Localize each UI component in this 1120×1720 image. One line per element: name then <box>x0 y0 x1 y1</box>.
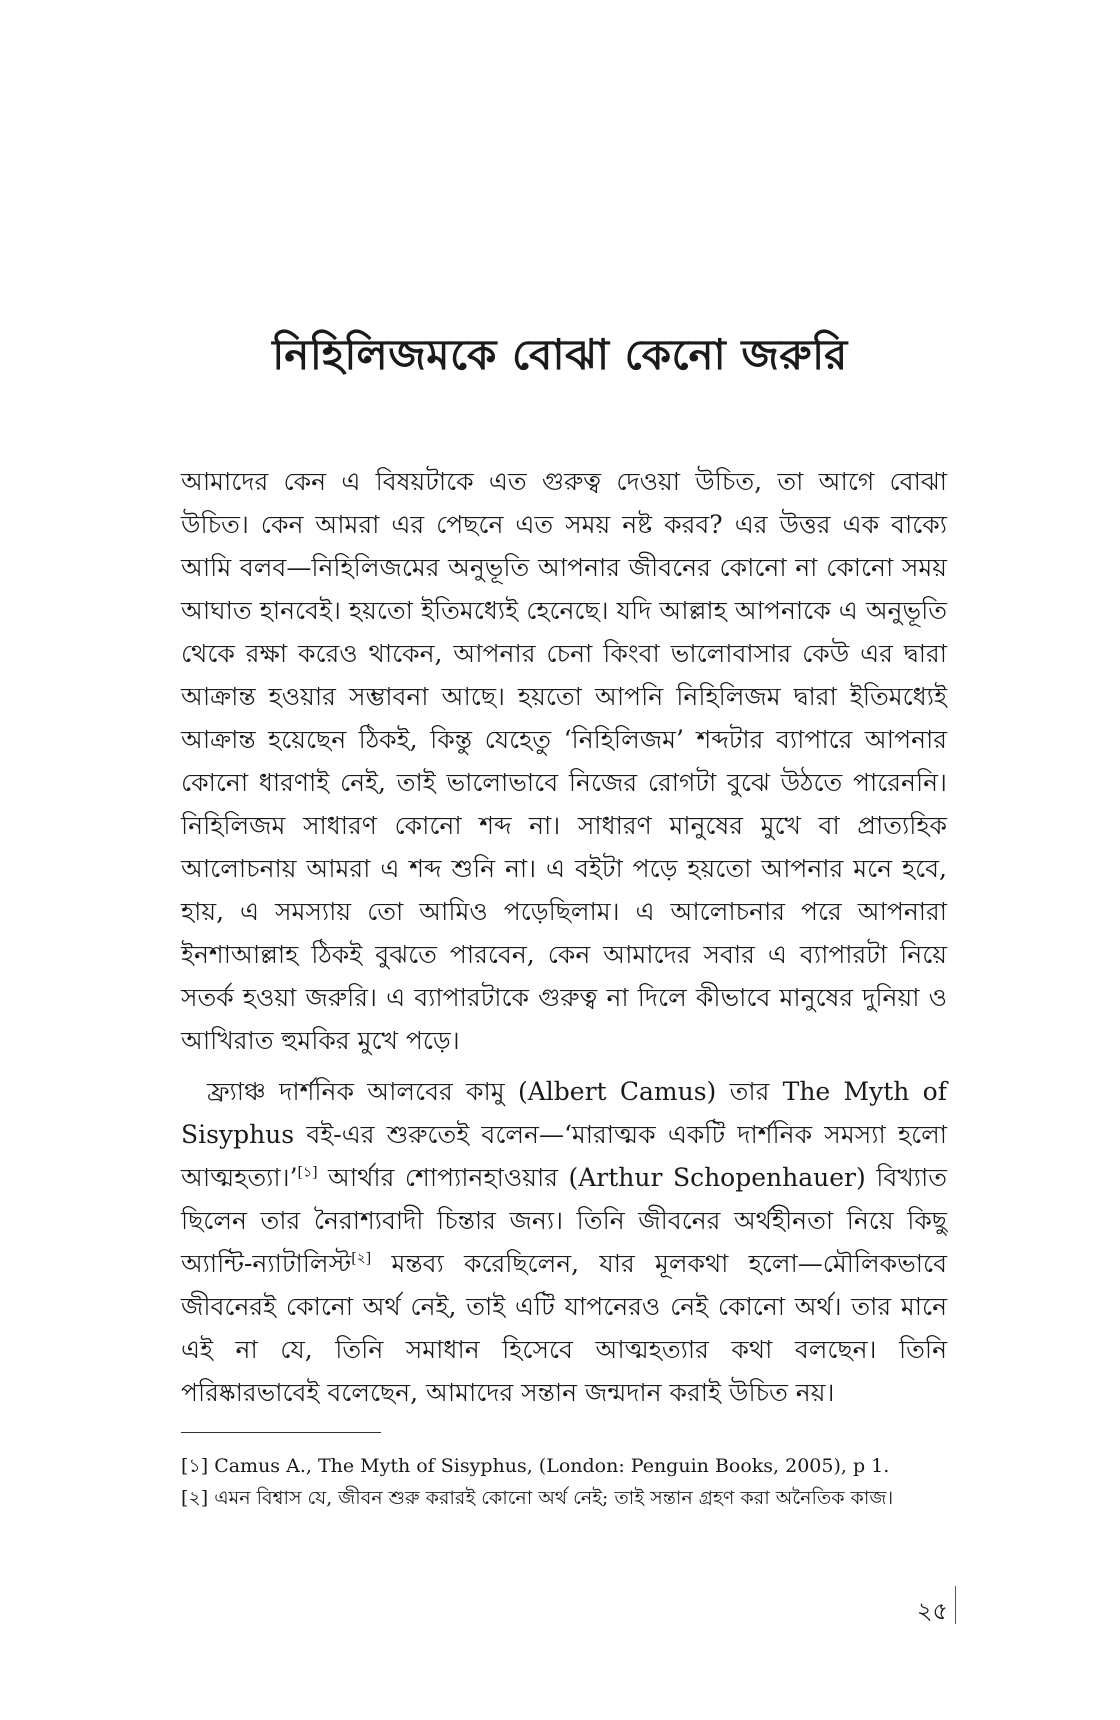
footnotes <box>181 1450 947 1514</box>
footnote-divider <box>181 1432 381 1433</box>
footnote-ref-2: [২] <box>351 1250 372 1267</box>
page-number-bar <box>955 1586 956 1624</box>
chapter-title: নিহিলিজমকে বোঝা কেনো জরুরি <box>272 330 848 379</box>
footnote-2: [২] এমন বিশ্বাস যে, জীবন শুরু করারই কোনো অর্থ নেই; তাই সন্তান গ্রহণ করা অনৈতিক কাজ। <box>181 1487 894 1509</box>
page-number: ২৫ <box>916 1597 948 1625</box>
paragraph-2-part-1: ফ্র্যাঞ্চ দার্শনিক আলবের কামু (Albert Camus) তার The Myth of Sisyphus বই-এর শুরুতেই বলেন—‘মারাত্মক একটি দার্শনিক সমস্যা হলো আত্মহত্যা।’ <box>181 1077 947 1192</box>
footnote-1: [১] Camus A., The Myth of Sisyphus, (London: Penguin Books, 2005), p 1. <box>181 1455 890 1477</box>
paragraph-1: আমাদের কেন এ বিষয়টাকে এত গুরুত্ব দেওয়া উচিত, তা আগে বোঝা উচিত। কেন আমরা এর পেছনে এত সময় নষ্ট করব? এর উত্তর এক বাক্যে আমি বলব—নিহিলিজমের অনুভূতি আপনার জীবনের কোনো না কোনো সময় আঘাত হানবেই। হয়তো ইতিমধ্যেই হেনেছে। যদি আল্লাহ আপনাকে এ অনুভূতি থেকে রক্ষা করেও থাকেন, আপনার চেনা কিংবা ভালোবাসার কেউ এর দ্বারা আক্রান্ত হওয়ার সম্ভাবনা আছে। হয়তো আপনি নিহিলিজম দ্বারা ইতিমধ্যেই আক্রান্ত হয়েছেন ঠিকই, কিন্তু যেহেতু ‘নিহিলিজম’ শব্দটার ব্যাপারে আপনার কোনো ধারণাই নেই, তাই ভালোভাবে নিজের রোগটা বুঝে উঠতে পারেননি। নিহিলিজম সাধারণ কোনো শব্দ না। সাধারণ মানুষের মুখে বা প্রাত্যহিক আলোচনায় আমরা এ শব্দ শুনি না। এ বইটা পড়ে হয়তো আপনার মনে হবে, হায়, এ সমস্যায় তো আমিও পড়েছিলাম। এ আলোচনার পরে আপনারা ইনশাআল্লাহ ঠিকই বুঝতে পারবেন, কেন আমাদের সবার এ ব্যাপারটা নিয়ে সতর্ক হওয়া জরুরি। এ ব্যাপারটাকে গুরুত্ব না দিলে কীভাবে মানুষের দুনিয়া ও আখিরাত হুমকির মুখে পড়ে। <box>181 467 947 1055</box>
body-text <box>181 460 947 1414</box>
paragraph-2 <box>181 1070 947 1414</box>
paragraph-2-part-3: মন্তব্য করেছিলেন, যার মূলকথা হলো—মৌলিকভাবে জীবনেরই কোনো অর্থ নেই, তাই এটি যাপনেরও নেই কোনো অর্থ। তার মানে এই না যে, তিনি সমাধান হিসেবে আত্মহত্যার কথা বলছেন। তিনি পরিষ্কারভাবেই বলেছেন, আমাদের সন্তান জন্মদান করাই উচিত নয়। <box>181 1249 947 1407</box>
footnote-ref-1: [১] <box>297 1164 318 1181</box>
paragraph-2-part-2: আর্থার শোপ্যানহাওয়ার (Arthur Schopenhauer) বিখ্যাত ছিলেন তার নৈরাশ্যবাদী চিন্তার জন্য। তিনি জীবনের অর্থহীনতা নিয়ে কিছু অ্যান্টি-ন্যাটালিস্ট <box>181 1163 947 1278</box>
